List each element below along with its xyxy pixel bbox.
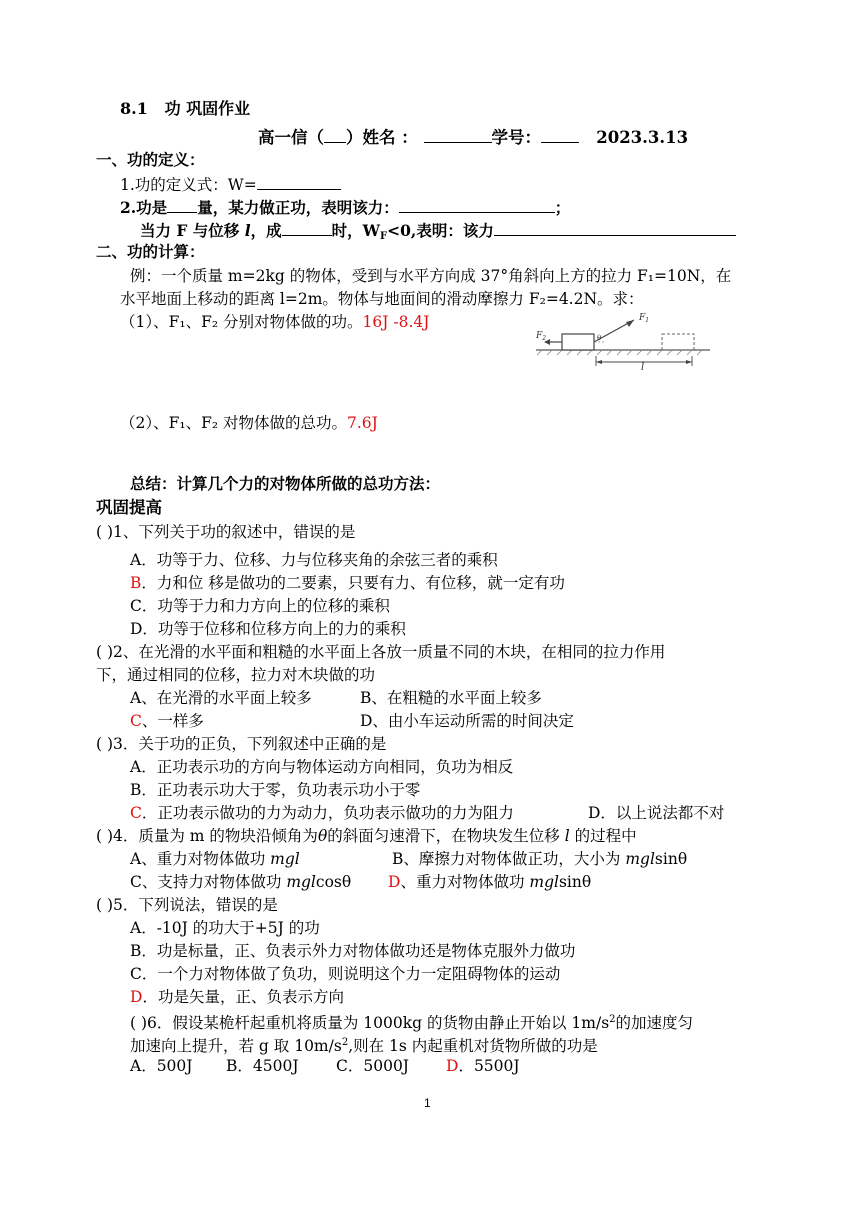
positive-work-label: 量，某力做正功，表明该力： [197, 198, 399, 217]
q1-option-a: A．功等于力、位移、力与位移夹角的余弦三者的乘积 [130, 551, 498, 569]
example-line-1: 例：一个质量 m=2kg 的物体，受到与水平方向成 37°角斜向上方的拉力 F₁=10N，在 [130, 267, 732, 285]
section-name: 功 巩固作业 [164, 99, 251, 118]
example-line-2: 水平地面上移动的距离 l=2m。物体与地面间的滑动摩擦力 F₂=4.2N。求： [120, 290, 644, 308]
q2-text: （2）、F₁、F₂ 对物体做的总功。 [120, 414, 347, 432]
ground-hatching [537, 350, 702, 355]
q3-stem: ( )3．关于功的正负，下列叙述中正确的是 [96, 735, 387, 753]
quantity-type-blank[interactable] [167, 196, 197, 213]
f1-arrowhead [626, 320, 634, 327]
q4-stem [96, 826, 637, 846]
q1-text: （1）、F₁、F₂ 分别对物体做的功。 [120, 313, 363, 331]
theta-label: θ [597, 334, 602, 342]
student-id-label: 学号： [491, 128, 541, 147]
page-number: 1 [424, 1096, 431, 1110]
l-symbol: l [244, 221, 251, 240]
definition-label: 1.功的定义式：W= [120, 176, 257, 194]
semicolon: ； [554, 198, 571, 217]
angle-blank[interactable] [282, 219, 332, 236]
q5-option-d [130, 987, 344, 1007]
q2-option-a: A、在光滑的水平面上较多 [130, 689, 312, 707]
q5-answer-letter: D [130, 988, 143, 1006]
q4-theta: θ [317, 827, 328, 845]
q6-option-c: C．5000J [336, 1057, 410, 1075]
name-label: ）姓名 ： [346, 128, 418, 147]
section-number: 8.1 [120, 99, 148, 118]
definition-line [120, 173, 341, 195]
q2-answer: 7.6J [346, 414, 378, 432]
q6-stem2-a: 加速向上提升，若 g 取 10m/s [130, 1037, 342, 1055]
q6-stem-1 [130, 1010, 693, 1033]
angle-label: ，成 [250, 221, 282, 240]
q4-c-mgl: mgl [286, 873, 316, 891]
q3-option-b: B．正功表示功大于零，负功表示功小于零 [130, 781, 421, 799]
q3-option-c-text: ．正功表示做功的力为动力，负功表示做功的力为阻力 [141, 804, 514, 822]
q4-d-sin: sinθ [558, 873, 592, 891]
q6-option-b: B．4500J [226, 1057, 299, 1075]
q4-option-c [130, 872, 351, 892]
wf-subscript: F [380, 231, 388, 242]
q2-option-c-text: 、一样多 [141, 712, 204, 730]
q5-stem: ( )5．下列说法，错误的是 [96, 896, 278, 914]
work-quantity-line [120, 196, 570, 218]
q4-d-text: 、重力对物体做功 [400, 873, 525, 891]
q4-option-d [388, 872, 591, 892]
q5-option-a: A．-10J 的功大于+5J 的功 [130, 919, 320, 937]
force-diagram [534, 308, 714, 370]
q1-stem: ( )1、下列关于功的叙述中，错误的是 [96, 523, 356, 541]
q2-option-d: D、由小车运动所需的时间决定 [360, 712, 574, 730]
q4-c-text: C、支持力对物体做功 [130, 873, 282, 891]
q6-stem2-b: ,则在 1s 内起重机对货物所做的功是 [348, 1037, 598, 1055]
q4-option-b [392, 849, 687, 869]
q4-c-cos: cosθ [315, 873, 352, 891]
q4-stem-b: 的斜面匀速滑下，在物块发生位移 [327, 827, 560, 845]
q4-a-text: A、重力对物体做功 [130, 850, 266, 868]
q6-option-d-text: ．5500J [458, 1057, 520, 1075]
q4-answer-letter: D [388, 873, 401, 891]
q1-option-b [130, 573, 565, 593]
q3-option-a: A．正功表示功的方向与物体运动方向相同，负功为相反 [130, 758, 514, 776]
summary-line: 总结：计算几个力的对物体所做的总功方法： [130, 474, 441, 493]
class-label: 高一信（ [258, 128, 324, 147]
distance-label: l [641, 362, 645, 370]
f2-label: $F_2$ [536, 331, 547, 342]
positive-work-blank[interactable] [399, 196, 555, 213]
q6-sup-2: 2 [341, 1037, 349, 1048]
q6-stem-2 [130, 1033, 598, 1056]
q6-answer-letter: D [446, 1057, 459, 1075]
part1-heading: 一、功的定义： [96, 150, 205, 169]
q1-answer: 16J -8.4J [362, 313, 430, 331]
q1-option-d: D．功等于位移和位移方向上的力的乘积 [130, 620, 406, 638]
q3-option-d: D．以上说法都不对 [588, 804, 725, 822]
q4-d-mgl: mgl [529, 873, 559, 891]
q1-option-c: C．功等于力和力方向上的位移的乘积 [130, 597, 390, 615]
q4-b-mgl: mgl [625, 850, 655, 868]
q3-answer-letter: C [130, 804, 142, 822]
name-blank[interactable] [424, 126, 492, 143]
block-end [662, 334, 694, 350]
section-title [120, 99, 250, 119]
q2-option-b: B、在粗糙的水平面上较多 [360, 689, 542, 707]
q2-stem-1: ( )2、在光滑的水平面和粗糙的水平面上各放一质量不同的木块，在相同的拉力作用 [96, 643, 666, 661]
wf-label: 时，W [331, 221, 381, 240]
q4-stem-c: 的过程中 [574, 827, 637, 845]
formula-blank[interactable] [257, 173, 341, 190]
student-info-line [258, 126, 688, 148]
q2-answer-letter: C [130, 712, 142, 730]
student-id-blank[interactable] [541, 126, 579, 143]
force-disp-label: 当力 F 与位移 [140, 221, 240, 240]
q6-stem1-a: ( )6．假设某桅杆起重机将质量为 1000kg 的货物由静止开始以 1m/s [130, 1014, 610, 1032]
f1-label: $F_1$ [639, 313, 650, 324]
q5-option-b: B．功是标量，正、负表示外力对物体做功还是物体克服外力做功 [130, 942, 576, 960]
work-is-label: 2.功是 [120, 198, 168, 217]
q6-option-d [446, 1056, 520, 1076]
negative-work-line [140, 219, 736, 247]
q1-option-b-text: ．力和位 移是做功的二要素，只要有力、有位移，就一定有功 [141, 574, 565, 592]
q6-stem1-b: 的加速度匀 [615, 1014, 694, 1032]
negative-meaning-label: <0,表明：该力 [387, 221, 494, 240]
q4-b-sin: sinθ [654, 850, 688, 868]
example-q1 [120, 312, 429, 332]
q1-answer-letter: B [130, 574, 142, 592]
q2-stem-2: 下，通过相同的位移，拉力对木块做的功 [96, 666, 376, 684]
practice-heading: 巩固提高 [96, 498, 162, 517]
q3-option-c [130, 803, 514, 823]
q2-option-c [130, 711, 204, 731]
example-q2 [120, 413, 378, 433]
block-start [562, 334, 594, 350]
q6-option-a: A．500J [130, 1057, 193, 1075]
date: 2023.3.13 [596, 128, 689, 147]
negative-meaning-blank[interactable] [494, 219, 736, 236]
q4-stem-a: ( )4．质量为 m 的物块沿倾角为 [96, 827, 318, 845]
q4-b-text: B、摩擦力对物体做正功，大小为 [392, 850, 621, 868]
part2-heading: 二、功的计算： [96, 242, 205, 261]
q6-sup-1: 2 [609, 1014, 616, 1025]
q4-option-a [130, 849, 300, 869]
q5-option-c: C．一个力对物体做了负功，则说明这个力一定阻碍物体的运动 [130, 965, 561, 983]
q4-l: l [564, 827, 570, 845]
q4-a-mgl: mgl [270, 850, 300, 868]
class-blank[interactable] [324, 126, 346, 143]
q5-option-d-text: ．功是矢量，正、负表示方向 [142, 988, 344, 1006]
